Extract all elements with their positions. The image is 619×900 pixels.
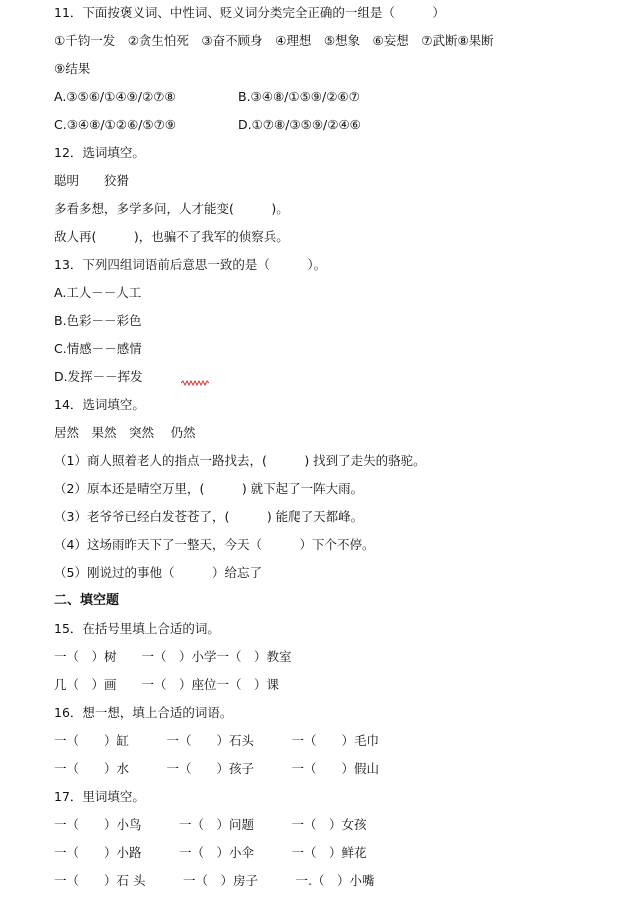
q11-option-a: A.③⑤⑥/①④⑨/②⑦⑧: [54, 89, 176, 104]
q13-option-c: C.情感－－感情: [54, 341, 142, 356]
q11-stem: 11．下面按褒义词、中性词、贬义词分类完全正确的一组是（ ）: [54, 5, 445, 20]
spellcheck-squiggle: [181, 380, 209, 386]
q14-sentence-2: （2）原本还是晴空万里，( ) 就下起了一阵大雨。: [54, 481, 364, 496]
q14-sentence-4: （4）这场雨昨天下了一整天，今天（ ）下个不停。: [54, 537, 375, 552]
q11-option-b: B.③④⑧/①⑤⑨/②⑥⑦: [238, 89, 360, 104]
q14-choices: 居然 果然 突然 仍然: [54, 425, 196, 440]
q11-option-d: D.①⑦⑧/③⑤⑨/②④⑥: [238, 117, 361, 132]
section-title: 二、填空题: [54, 593, 120, 608]
q17-row-2: 一（ ）小路 一（ ）小伞 一（ ）鲜花: [54, 845, 367, 860]
q17-row-3: 一（ ）石 头 一（ ）房子 一.（ ）小嘴: [54, 873, 375, 888]
q15-row-2: 几（ ）画 一（ ）座位一（ ）课: [54, 677, 280, 692]
q13-stem: 13．下列四组词语前后意思一致的是（ ）。: [54, 257, 327, 272]
q12-sentence-1: 多看多想，多学多问，人才能变( )。: [54, 201, 289, 216]
q14-stem: 14．选词填空。: [54, 397, 145, 412]
q16-stem: 16．想一想，填上合适的词语。: [54, 705, 233, 720]
q14-sentence-1: （1）商人照着老人的指点一路找去，( ) 找到了走失的骆驼。: [54, 453, 426, 468]
q14-sentence-5: （5）刚说过的事他（ ）给忘了: [54, 565, 262, 580]
q11-word-list: ①千钧一发 ②贪生怕死 ③奋不顾身 ④理想 ⑤想象 ⑥妄想 ⑦武断⑧果断: [54, 33, 494, 48]
q17-row-1: 一（ ）小鸟 一（ ）问题 一（ ）女孩: [54, 817, 367, 832]
q11-option-c: C.③④⑧/①②⑥/⑤⑦⑨: [54, 117, 176, 132]
q14-sentence-3: （3）老爷爷已经白发苍苍了，( ) 能爬了天都峰。: [54, 509, 364, 524]
q15-stem: 15．在括号里填上合适的词。: [54, 621, 220, 636]
q16-row-1: 一（ ）缸 一（ ）石头 一（ ）毛巾: [54, 733, 380, 748]
q13-option-a: A.工人－－人工: [54, 285, 142, 300]
q12-choices: 聪明 狡猾: [54, 173, 130, 188]
q13-option-d: D.发挥－－挥发: [54, 369, 143, 384]
q16-row-2: 一（ ）水 一（ ）孩子 一（ ）假山: [54, 761, 380, 776]
q11-word-list-cont: ⑨结果: [54, 61, 91, 76]
q15-row-1: 一（ ）树 一（ ）小学一（ ）教室: [54, 649, 292, 664]
q12-stem: 12．选词填空。: [54, 145, 145, 160]
q12-sentence-2: 敌人再( )，也骗不了我军的侦察兵。: [54, 229, 289, 244]
q13-option-b: B.色彩－－彩色: [54, 313, 142, 328]
q17-stem: 17．里词填空。: [54, 789, 145, 804]
